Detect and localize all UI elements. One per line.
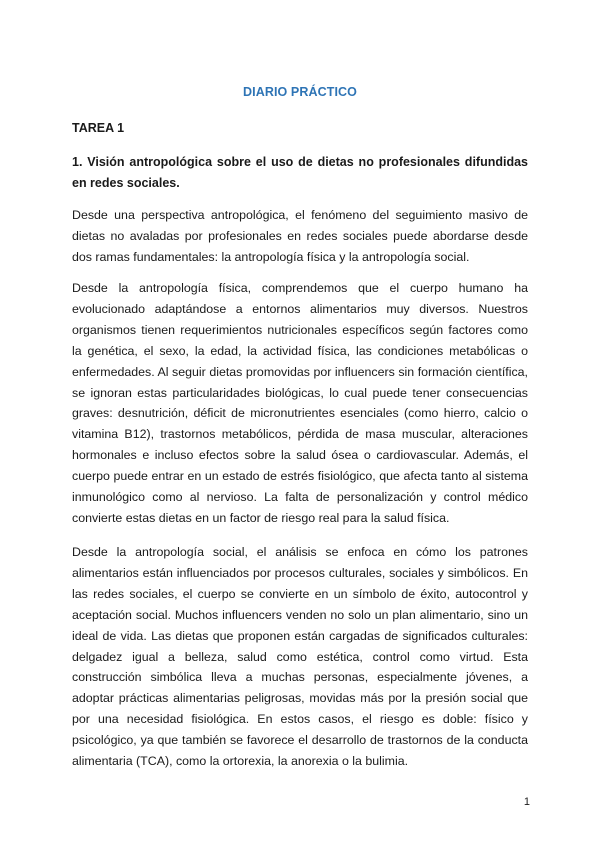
page-number: 1 [523,796,530,808]
task-title: TAREA 1 [72,121,125,135]
paragraph-social-anthropology: Desde la antropología social, el análisis se enfoca en cómo los patrones alimentarios están influenciados por procesos culturales, sociales y simbólicos. En las redes sociales, el cuerpo se convierte en un símbolo de éxito, autocontrol y aceptación social. Muchos influencers venden no solo un plan alimentario, sino un ideal de vida. Las dietas que proponen están cargadas de significados culturales: delgadez igual a belleza, salud como estética, control como virtud. Esta construcción simbólica lleva a muchas personas, especialmente jóvenes, a adoptar prácticas alimentarias peligrosas, movidas más por la presión social que por una necesidad fisiológica. En estos casos, el riesgo es doble: físico y psicológico, ya que también se favorece el desarrollo de trastornos de la conducta alimentaria (TCA), como la ortorexia, la anorexia o la bulimia. [72,545,528,769]
document-title: DIARIO PRÁCTICO [243,85,357,99]
section-heading: 1. Visión antropológica sobre el uso de dietas no profesionales difundidas en redes sociales. [72,155,528,190]
paragraph-physical-anthropology: Desde la antropología física, comprendemos que el cuerpo humano ha evolucionado adaptándose a entornos alimentarios muy diversos. Nuestros organismos tienen requerimientos nutricionales específicos según factores como la genética, el sexo, la edad, la actividad física, las condiciones metabólicas o enfermedades. Al seguir dietas promovidas por influencers sin formación científica, se ignoran estas particularidades biológicas, lo cual puede tener consecuencias graves: desnutrición, déficit de micronutrientes esenciales (como hierro, calcio o vitamina B12), trastornos metabólicos, pérdida de masa muscular, alteraciones hormonales e incluso efectos sobre la salud ósea o cardiovascular. Además, el cuerpo puede entrar en un estado de estrés fisiológico, que afecta tanto al sistema inmunológico como al nervioso. La falta de personalización y control médico convierte estas dietas en un factor de riesgo real para la salud física. [72,281,528,525]
paragraph-intro: Desde una perspectiva antropológica, el fenómeno del seguimiento masivo de dietas no avaladas por profesionales en redes sociales puede abordarse desde dos ramas fundamentales: la antropología física y la antropología social. [72,208,528,264]
